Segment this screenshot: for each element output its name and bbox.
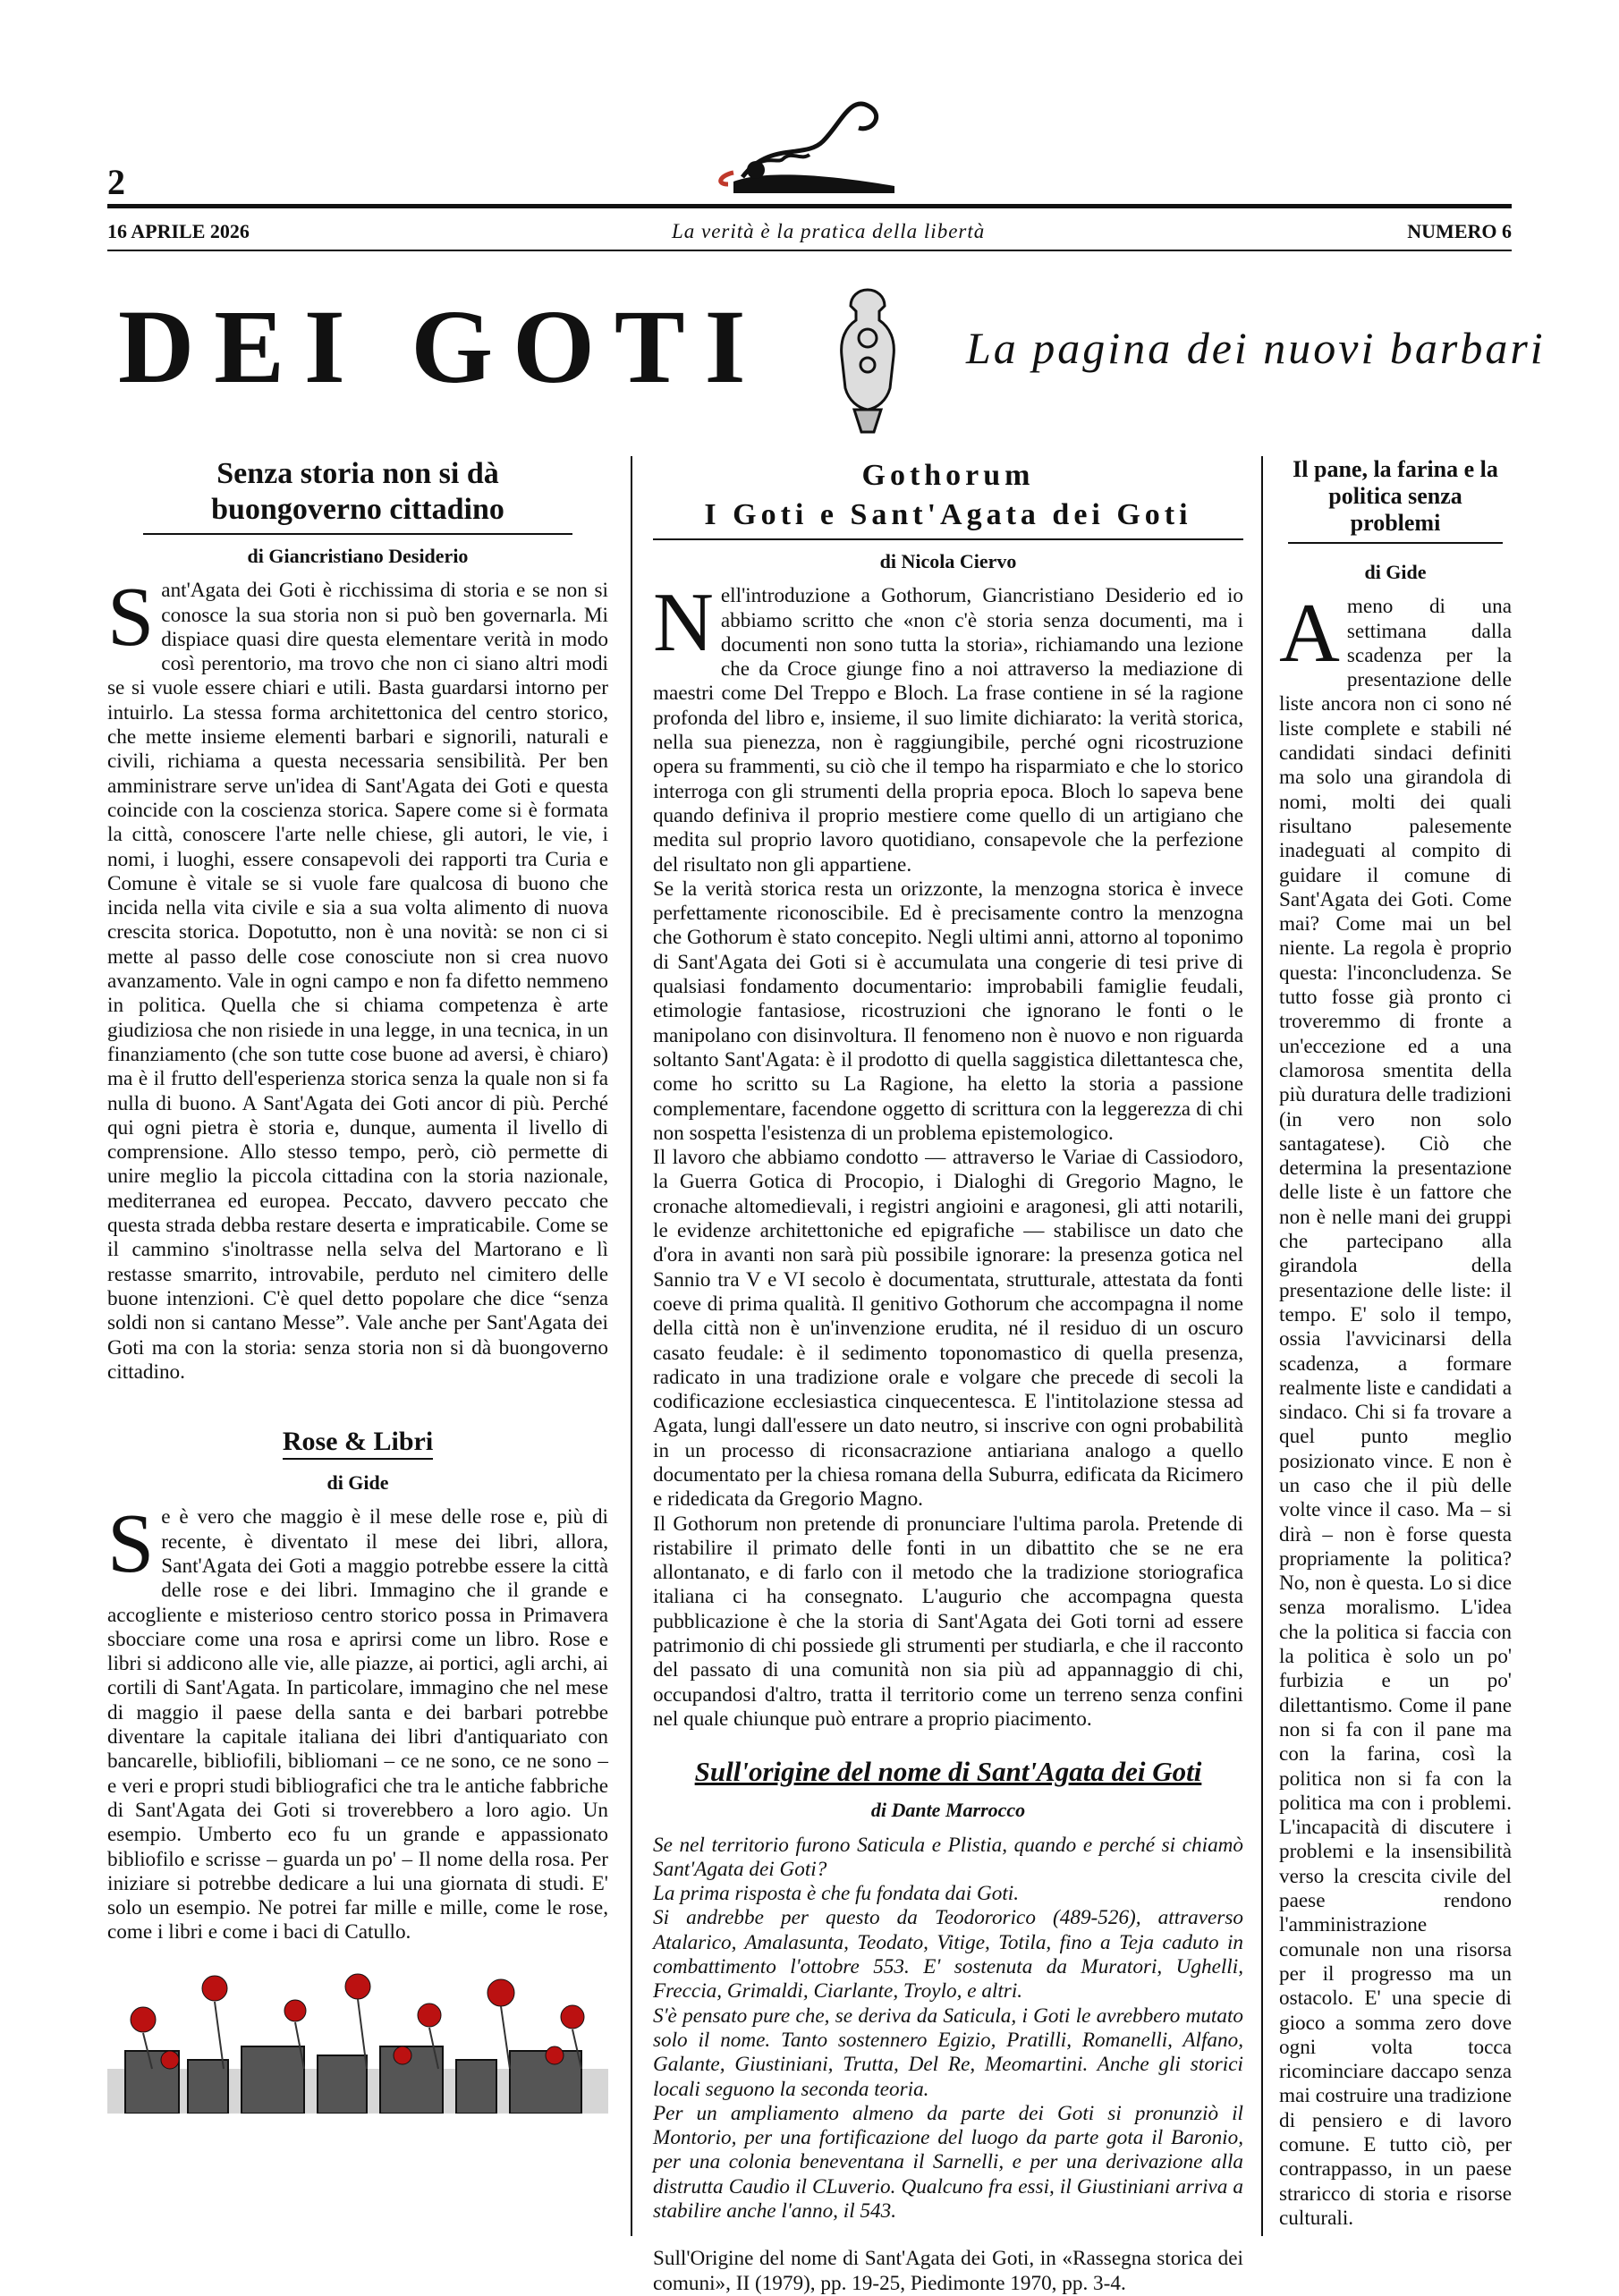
- issue-number: NUMERO 6: [1407, 220, 1512, 242]
- page-number: 2: [107, 162, 125, 202]
- article-title: Sull'origine del nome di Sant'Agata dei Goti: [694, 1756, 1202, 1788]
- article-byline: di Gide: [1364, 561, 1427, 583]
- tagline: La pagina dei nuovi barbari: [966, 323, 1546, 373]
- article-body: e è vero che maggio è il mese delle rose e, più di recente, è diventato il mese dei libri, allora, Sant'Agata dei Goti a maggio potrebbe essere la città delle rose e dei libri. Immagino che il grande e accogliente e misterioso centro storico possa in Primavera sbocciare come una rosa e aprirsi come un libro. Rose e libri si addicono alle vie, alle piazze, ai portici, agli archi, ai cortili di Sant'Agata. In particolare, immagino che nel mese di maggio il paese della santa e dei barbari potrebbe diventare la capitale italiana dei libri d'antiquariato con bancarelle, bibliofili, bibliomani – ce ne sono, ce ne sono – e veri e propri studi bibliografici che tra le antiche fabbriche di Sant'Agata dei Goti si troverebbero a loro agio. Un esempio. Umberto eco fu un grande e appassionato bibliofilo e scrisse – guarda un po' – Il nome della rosa. Per iniziare si potrebbe dedicare a lui una giornata di studi. E' solo un esempio. Ne potrei far mille e mille, come le rose, come i libri e come i baci di Catullo.: [107, 1505, 608, 1944]
- right-column: [1279, 456, 1512, 2231]
- motto: La verità è la pratica della libertà: [671, 220, 986, 242]
- source-citation: Sull'Origine del nome di Sant'Agata dei Goti, in «Rassegna storica dei comuni», II (1979), pp. 19-25, Piedimonte 1970, pp. 3-4.: [653, 2247, 1243, 2295]
- quoted-text: [653, 1834, 1243, 2224]
- column-divider-left: [631, 456, 632, 2236]
- masthead-title: DEI GOTI: [118, 288, 766, 405]
- roses-and-books-illustration: [107, 1961, 608, 2114]
- header-rule-top: [107, 204, 1512, 208]
- issue-date: 16 APRILE 2026: [107, 220, 250, 242]
- drop-cap: S: [107, 1497, 155, 1591]
- quoted-line: Si andrebbe per questo da Teodororico (489-526), attraverso Atalarico, Amalasunta, Teodato, Vitige, Totila, fino a Teja caduto in combattimento l'ottobre 553. E' sostenuta da Muratori, Ughelli, Freccia, Grimaldi, Ciarlante, Troylo, e altri.: [653, 1906, 1243, 2004]
- drop-cap: A: [1279, 587, 1340, 681]
- header-rule-bottom: [107, 250, 1512, 251]
- article-paragraph: ell'introduzione a Gothorum, Giancristiano Desiderio ed io abbiamo scritto che «non c'è storia senza documenti, ma i documenti non sono tutta la storia», richiamando una lezione che da Croce giunge fino a noi attraverso la mediazione di maestri come Del Treppo e Bloch. La frase contiene in sé la ragione profonda del libro e, insieme, il suo limite dichiarato: la verità storica, nella sua pienezza, non è raggiungibile, perché ogni ricostruzione opera su frammenti, su ciò che il tempo ha risparmiato e che lo storico interroga con gli strumenti della propria epoca. Bloch lo sapeva bene quando definiva il proprio mestiere come quello di un artigiano che medita sul proprio lavoro quotidiano, consapevole che la perfezione del risultato non gli appartiene.: [653, 584, 1243, 877]
- quoted-line: Se nel territorio furono Saticula e Plistia, quando e perché si chiamò Sant'Agata dei Goti?: [653, 1833, 1243, 1881]
- drop-cap: N: [653, 576, 714, 670]
- article-byline: di Nicola Ciervo: [879, 550, 1017, 572]
- article-paragraph: Se la verità storica resta un orizzonte, la menzogna storica è invece perfettamente riconoscibile. Ed è precisamente contro la menzogna che Gothorum è stato concepito. Negli ultimi anni, attorno al toponimo di Sant'Agata dei Goti si è accumulata una congerie di tesi prive di qualsiasi fondamento documentario: improbabili famiglie feudali, etimologie fantasiose, ricostruzioni che ignorano le fonti o le manipolano con disinvoltura. Il fenomeno non è nuovo e non riguarda soltanto Sant'Agata: è il prodotto di quella saggistica dilettantesca che, come ho scritto su La Ragione, ha eletto la storia a passione complementare, facendone oggetto di scrittura con la leggerezza di chi non sospetta l'esistenza di un problema epistemologico.: [653, 877, 1243, 1145]
- article-rose-libri: [107, 1426, 608, 2114]
- article-body: ant'Agata dei Goti è ricchissima di storia e se non si conosce la sua storia non si può ben governarla. Mi dispiace quasi dire questa elementare verità in modo così perentorio, ma trovo che non ci siano altri modi se si vuole essere chiari e utili. Basta guardarsi intorno per intuirlo. La stessa forma architettonica del centro storico, che mette insieme elementi barbari e signorili, naturali e civili, richiama a questa necessaria sensibilità. Per ben amministrare serve un'idea di Sant'Agata dei Goti e questa coincide con la coscienza storica. Sapere come si è formata la città, conoscere l'arte nelle chiese, gli autori, le vie, i nomi, i luoghi, essere consapevoli dei rapporti tra Curia e Comune è vitale se si vuole fare qualcosa di buono che incida nella vita civile e sia a sua volta alimento di nuova crescita storica. Dopotutto, non è una novità: se non ci si mette al passo delle cose conosciute non si crea nuovo avanzamento. Vale in ogni campo e non fa difetto nemmeno in politica. Quella che si chiama competenza è arte giudiziosa che non risiede in una legge, in una tecnica, in un finanziamento (che son tutte cose buone ad aversi, è chiaro) ma è il frutto dell'esperienza storica senza la quale non si fa nulla di buono. A Sant'Agata dei Goti ancor di più. Perché qui ogni pietra è storia e, dunque, aumenta il livello di comprensione. Allo stesso tempo, però, ciò permette di unire meglio la piccola cittadina con la storia nazionale, mediterranea ed europea. Peccato, davvero peccato che questa strada debba restare deserta e impraticabile. Come se il cammino s'inoltrasse nella selva del Martorano e lì restasse smarrito, introvabile, perduto nel cimitero delle buone intenzioni. C'è quel detto popolare che dice “senza soldi non si cantano Messe”. Vale anche per Sant'Agata dei Goti ma con la storia: senza storia non si dà buongoverno cittadino.: [107, 579, 608, 1384]
- article-header: [653, 456, 1243, 540]
- article-body: meno di una settimana dalla scadenza per la presentazione delle liste ancora non ci sono né liste complete e stabili né candidati sindaci definiti ma solo una girandola di nomi, molti dei quali risultano palesemente inadeguati al compito di guidare il comune di Sant'Agata dei Goti. Come mai? Come mai un bel niente. La regola è proprio questa: l'inconcludenza. Se tutto fosse già pronto ci troveremmo di fronte a un'eccezione ed a una clamorosa smentita della più duratura delle tradizioni (in vero non solo santagatese). Ciò che determina la presentazione delle liste è un fattore che non è nelle mani dei gruppi che partecipano alla girandola della presentazione delle liste: il tempo. E' solo il tempo, ossia l'avvicinarsi della scadenza, a formare realmente liste e candidati a sindaco. Chi si fa trovare a quel punto meglio posizionato vince. E non è un caso che il più delle volte vince il caso. Ma – si dirà – non è forse questa propriamente la politica? No, non è questa. Lo si dice senza moralismo. L'idea che la politica si faccia con la politica è solo un po' furbizia e un po' dilettantismo. Come il pane non si fa con il pane ma con la farina, così la politica non si fa con la politica ma con i problemi. L'incapacità di discutere i problemi e la insensibilità verso la crescita civile del paese rendono l'amministrazione comunale non una risorsa per il progresso ma un ostacolo. E' una specie di gioco a somma zero dove ogni volta tocca ricominciare daccapo senza mai costruire una tradizione di pensiero e di lavoro comune. E tutto ciò, per contrappasso, in un paese straricco di storia e risorse culturali.: [1279, 595, 1512, 2230]
- article-paragraph: Il lavoro che abbiamo condotto — attraverso le Variae di Cassiodoro, la Guerra Gotica di Procopio, i Dialoghi di Gregorio Magno, le cronache altomedievali, i registri angioini e aragonesi, gli atti notarili, le evidenze architettoniche ed epigrafiche — stabilisce un dato che d'ora in avanti non sarà più possibile ignorare: la presenza gotica nel Sannio tra V e VI secolo è documentata, strutturale, attestata da fonti coeve di prima qualità. Il genitivo Gothorum che accompagna il nome della città non è un'invenzione erudita, né il residuo di un oscuro casato feudale: è il sedimento toponomastico di quella presenza, radicato in una tradizione orale e volgare che precede di secoli la codificazione ecclesiastica cinquecentesca. E l'intitolazione stessa ad Agata, lungi dall'essere un dato neutro, si inscrive con ogni probabilità in un processo di riconsacrazione antiariana analogo a quello documentato per la chiesa romana della Suburra, edificata da Ricimero e ridedicata da Gregorio Magno.: [653, 1146, 1243, 1512]
- article-origine-nome: [653, 1755, 1243, 2296]
- article-byline: di Gide: [326, 1471, 389, 1495]
- article-title: Il pane, la farina e la politica senza problemi: [1293, 456, 1498, 536]
- article-title: I Goti e Sant'Agata dei Goti: [704, 498, 1192, 531]
- article-title: Senza storia non si dà buongoverno cittadino: [211, 457, 504, 526]
- article-paragraph: Il Gothorum non pretende di pronunciare l'ultima parola. Pretende di ristabilire il primato delle fonti in un dibattito che se ne era allontanato, e di farlo con il metodo che la tradizione storiografica italiana ci ha consegnato. L'augurio che accompagna questa pubblicazione è che la storia di Sant'Agata dei Goti torni ad essere patrimonio di chi possiede gli strumenti per studiarla, e che il racconto del passato di una comunità non sia più ad appannaggio di chi, occupandosi d'altro, tratta il territorio come un terreno senza confini nel quale chiunque può entrare a proprio piacimento.: [653, 1512, 1243, 1731]
- left-column: [107, 456, 608, 2114]
- dragon-emblem-icon: [716, 79, 912, 199]
- gothic-eagle-fibula-icon: [836, 284, 899, 436]
- article-senza-storia: [107, 456, 608, 1385]
- quoted-line: S'è pensato pure che, se deriva da Saticula, i Goti le avrebbero mutato solo il nome. Tanto sostennero Egizio, Pratilli, Romanelli, Alfano, Galante, Giustiniani, Trutta, Del Re, Meomartini. Anche gli storici locali seguono la seconda teoria.: [653, 2004, 1243, 2101]
- article-byline: di Dante Marrocco: [870, 1799, 1026, 1822]
- drop-cap: S: [107, 571, 155, 665]
- quoted-line: La prima risposta è che fu fondata dai Goti.: [653, 1882, 1020, 1906]
- quoted-line: Per un ampliamento almeno da parte dei Goti si pronunziò il Montorio, per una fortificazione del luogo da parte gota il Baronio, per una colonia beneventana il Sarnelli, e per una derivazione alla distrutta Caudio il CLuverio. Qualcuno fra essi, il Giustiniani arriva a stabilire anche l'anno, il 543.: [653, 2101, 1243, 2223]
- article-gothorum: [653, 456, 1243, 1732]
- article-kicker: Gothorum: [861, 459, 1035, 492]
- column-divider-right: [1261, 456, 1263, 2236]
- article-byline: di Giancristiano Desiderio: [247, 545, 469, 567]
- article-title: Rose & Libri: [283, 1427, 433, 1460]
- header-info-row: [107, 218, 1512, 245]
- middle-column: [653, 456, 1243, 2296]
